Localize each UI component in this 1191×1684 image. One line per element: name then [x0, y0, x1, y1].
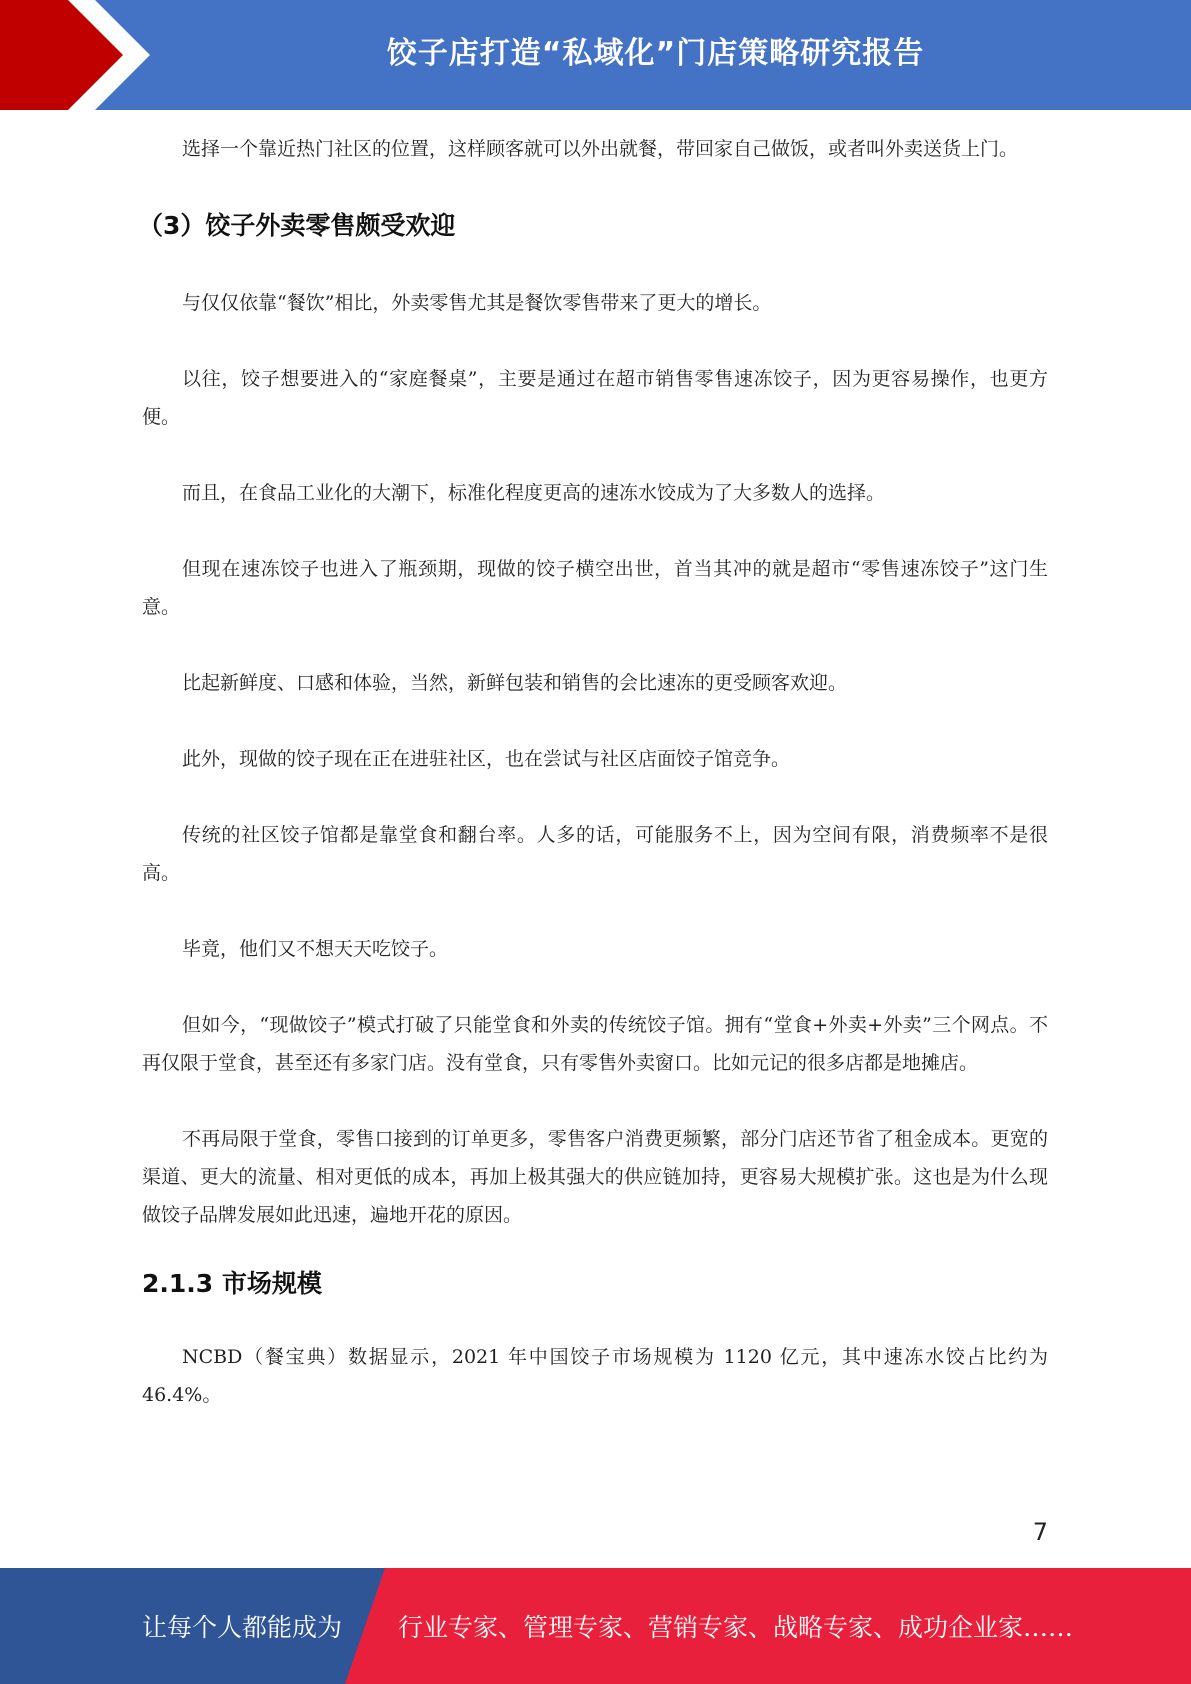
paragraph: 但现在速冻饺子也进入了瓶颈期，现做的饺子横空出世，首当其冲的就是超市“零售速冻饺子”这门生意。	[142, 558, 1048, 618]
footer-slogan-right: 行业专家、管理专家、营销专家、战略专家、成功企业家……	[398, 1613, 1074, 1642]
market-size-paragraph: NCBD（餐宝典）数据显示，2021 年中国饺子市场规模为 1120 亿元，其中速冻水饺占比约为 46.4%。	[142, 1346, 1048, 1406]
paragraph: 不再局限于堂食，零售口接到的订单更多，零售客户消费更频繁，部分门店还节省了租金成本。更宽的渠道、更大的流量、相对更低的成本，再加上极其强大的供应链加持，更容易大规模扩张。这也是为什么现做饺子品牌发展如此迅速，遍地开花的原因。	[142, 1128, 1048, 1226]
page-footer	[0, 1568, 1191, 1684]
section-heading-takeout: （3）饺子外卖零售颇受欢迎	[138, 211, 456, 240]
report-title: 饺子店打造“私域化”门店策略研究报告	[386, 36, 925, 71]
paragraph: 与仅仅依靠“餐饮”相比，外卖零售尤其是餐饮零售带来了更大的增长。	[182, 292, 772, 314]
page-header	[0, 0, 1191, 110]
footer-slogan-left: 让每个人都能成为	[142, 1613, 343, 1642]
paragraph: 而且，在食品工业化的大潮下，标准化程度更高的速冻水饺成为了大多数人的选择。	[182, 482, 886, 504]
paragraph: 但如今，“现做饺子”模式打破了只能堂食和外卖的传统饺子馆。拥有“堂食+外卖+外卖”三个网点。不再仅限于堂食，甚至还有多家门店。没有堂食，只有零售外卖窗口。比如元记的很多店都是地摊店。	[142, 1014, 1048, 1074]
paragraph: 以往，饺子想要进入的“家庭餐桌”，主要是通过在超市销售零售速冻饺子，因为更容易操作，也更方便。	[142, 368, 1048, 428]
paragraph: 此外，现做的饺子现在正在进驻社区，也在尝试与社区店面饺子馆竞争。	[182, 748, 791, 770]
paragraph: 比起新鲜度、口感和体验，当然，新鲜包装和销售的会比速冻的更受顾客欢迎。	[182, 672, 848, 694]
document-body	[138, 130, 1048, 1414]
section-heading-market-size: 2.1.3 市场规模	[142, 1269, 322, 1298]
intro-paragraph: 选择一个靠近热门社区的位置，这样顾客就可以外出就餐，带回家自己做饭，或者叫外卖送货上门。	[182, 138, 1019, 160]
header-chevron-icon	[0, 0, 150, 110]
paragraph: 传统的社区饺子馆都是靠堂食和翻台率。人多的话，可能服务不上，因为空间有限，消费频率不是很高。	[142, 824, 1048, 884]
paragraph: 毕竟，他们又不想天天吃饺子。	[182, 938, 449, 960]
page-number: 7	[1032, 1518, 1048, 1546]
